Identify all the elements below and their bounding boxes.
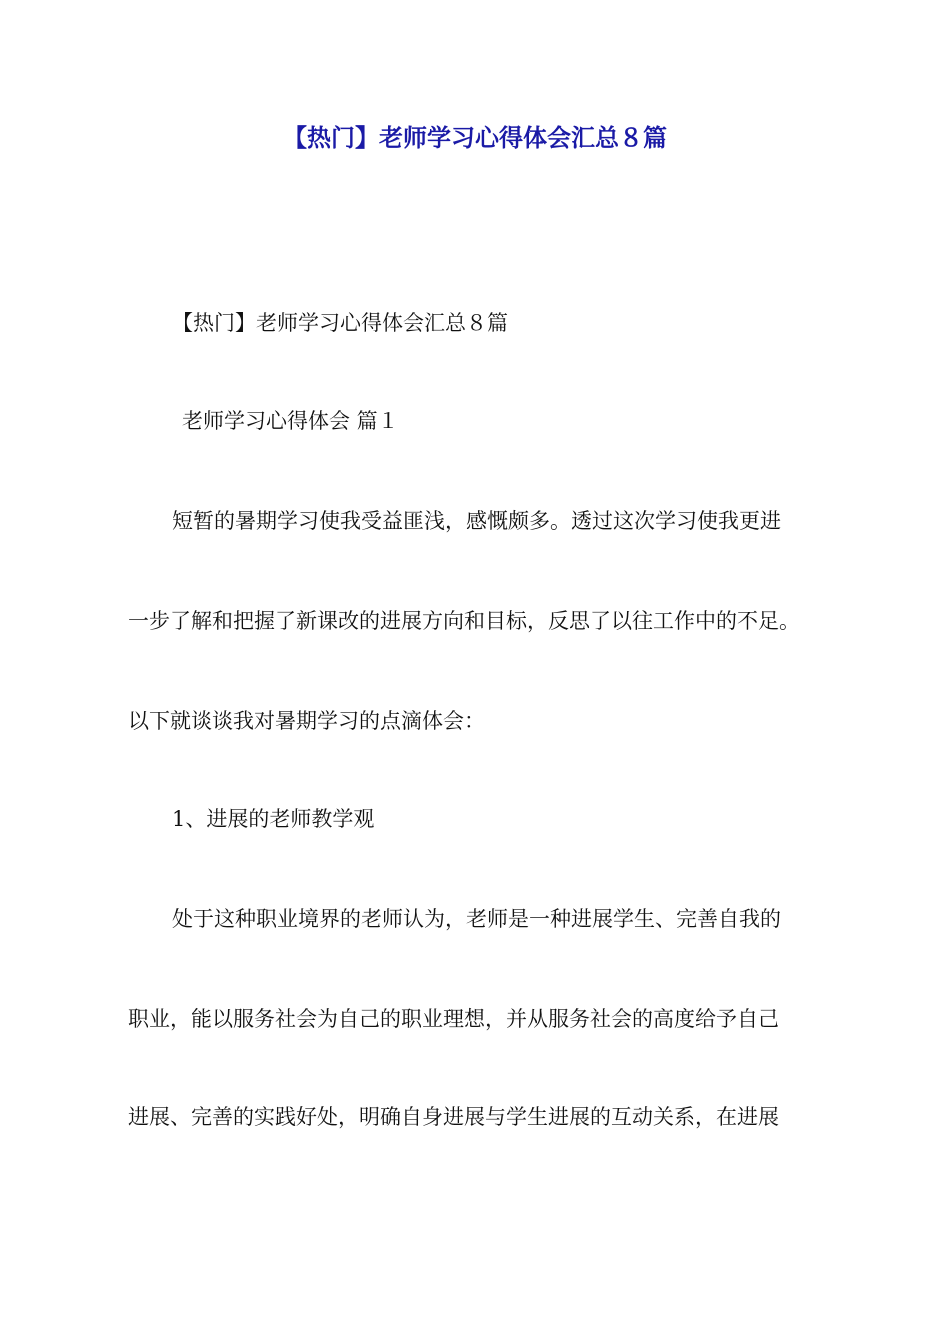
- list-heading: 1、进展的老师教学观: [172, 807, 375, 831]
- paragraph-line: 职业，能以服务社会为自己的职业理想，并从服务社会的高度给予自己: [128, 1007, 779, 1031]
- section-heading: 老师学习心得体会 篇１: [182, 409, 399, 433]
- subtitle-line: 【热门】老师学习心得体会汇总８篇: [172, 311, 508, 335]
- paragraph-line: 处于这种职业境界的老师认为，老师是一种进展学生、完善自我的: [172, 907, 781, 931]
- paragraph-line: 进展、完善的实践好处，明确自身进展与学生进展的互动关系，在进展: [128, 1105, 779, 1129]
- paragraph-line: 一步了解和把握了新课改的进展方向和目标，反思了以往工作中的不足。: [128, 609, 800, 633]
- paragraph-line: 短暂的暑期学习使我受益匪浅，感慨颇多。透过这次学习使我更进: [172, 509, 781, 533]
- document-title: 【热门】老师学习心得体会汇总８篇: [283, 124, 667, 152]
- paragraph-line: 以下就谈谈我对暑期学习的点滴体会：: [128, 709, 485, 733]
